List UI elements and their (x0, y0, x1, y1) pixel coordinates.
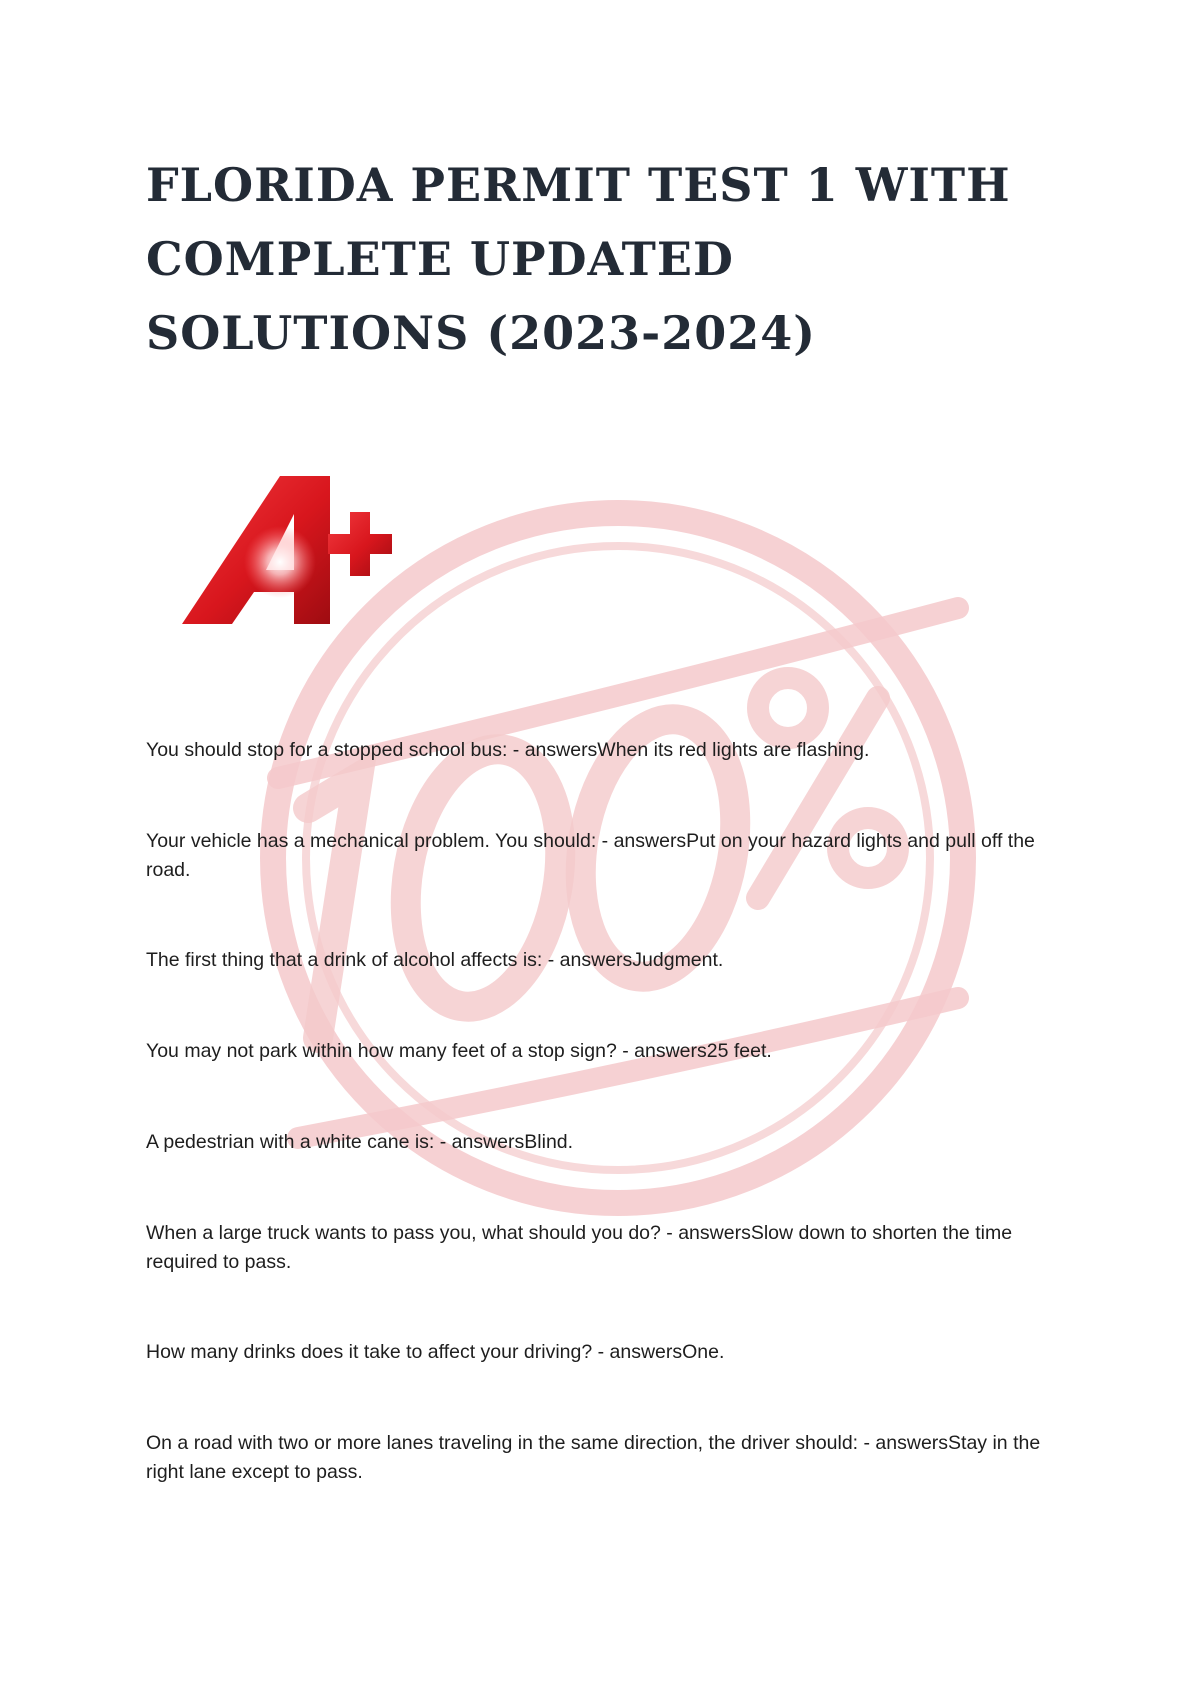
qa-item: You may not park within how many feet of a stop sign? - answers25 feet. (146, 1040, 772, 1062)
qa-item: On a road with two or more lanes traveling in the same direction, the driver should: - answersStay in the right lane except to pass. (146, 1432, 1041, 1483)
qa-item: When a large truck wants to pass you, what should you do? - answersSlow down to shorten the time required to pass. (146, 1222, 1013, 1273)
qa-item: Your vehicle has a mechanical problem. You should: - answersPut on your hazard lights and pull off the road. (146, 830, 1035, 881)
qa-item: How many drinks does it take to affect your driving? - answersOne. (146, 1341, 725, 1363)
document-title: FLORIDA PERMIT TEST 1 WITH COMPLETE UPDATED SOLUTIONS (2023-2024) (146, 158, 1011, 360)
a-plus-grade-logo (182, 474, 402, 626)
qa-item: You should stop for a stopped school bus: - answersWhen its red lights are flashing. (146, 739, 870, 761)
qa-item: The first thing that a drink of alcohol affects is: - answersJudgment. (146, 949, 724, 971)
qa-item: A pedestrian with a white cane is: - answersBlind. (146, 1131, 574, 1153)
